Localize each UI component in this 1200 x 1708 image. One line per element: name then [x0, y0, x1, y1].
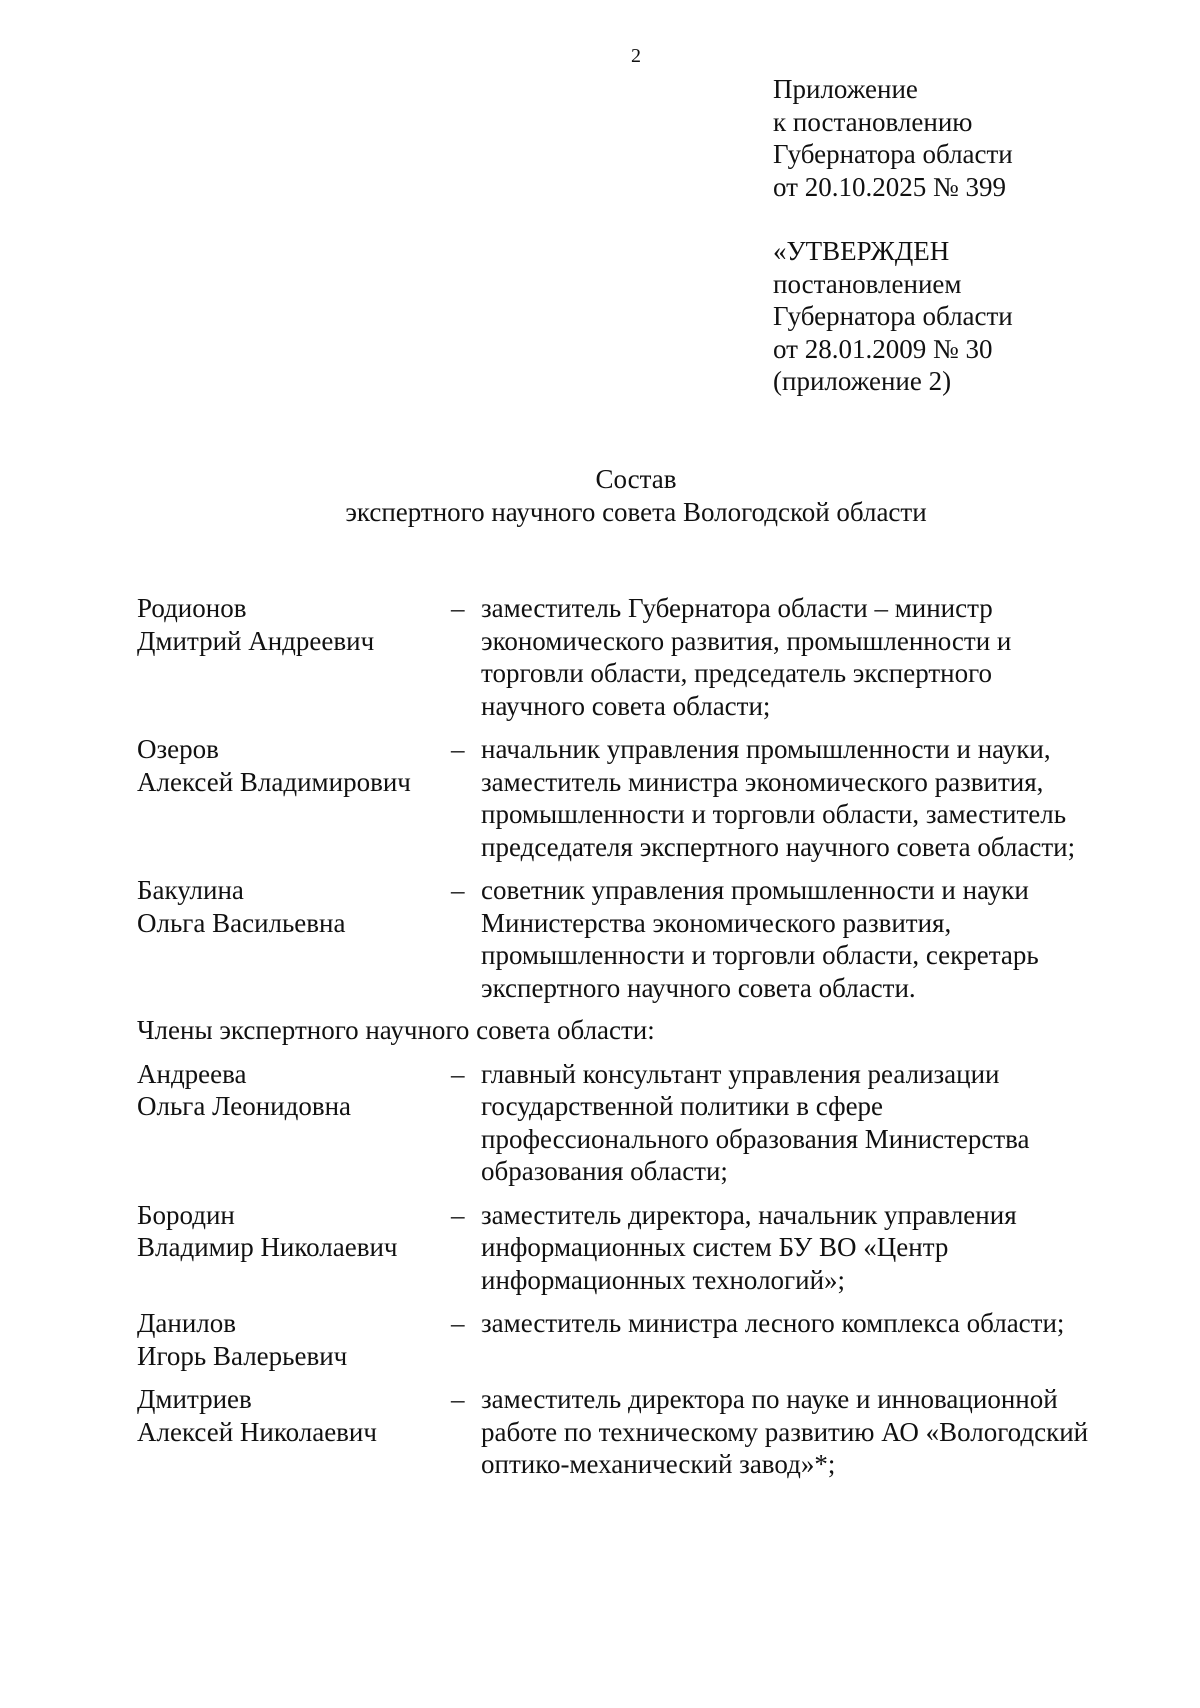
member-surname: Данилов — [137, 1308, 237, 1338]
title-line-1: Состав — [595, 464, 677, 494]
member-name — [137, 733, 451, 798]
description-line: советник управления промышленности и науки — [481, 875, 1029, 905]
description-line: экономического развития, промышленности и — [481, 625, 1012, 656]
member-entry — [137, 1383, 1137, 1481]
description-line: государственной политики в сфере — [481, 1091, 884, 1121]
member-name — [137, 1383, 451, 1448]
member-description — [481, 733, 1137, 863]
member-description — [481, 1199, 1137, 1297]
appendix-line: к постановлению — [773, 106, 973, 137]
member-name — [137, 592, 451, 657]
description-line: председателя экспертного научного совета области; — [481, 831, 1076, 862]
description-line: оптико-механический завод»*; — [481, 1449, 836, 1479]
member-entry — [137, 1199, 1137, 1297]
description-line: заместитель Губернатора области – министр — [481, 593, 993, 623]
appendix-line: Губернатора области — [773, 139, 1013, 169]
member-surname: Бакулина — [137, 875, 244, 905]
member-dash: – — [451, 734, 465, 764]
members-heading: Члены экспертного научного совета области: — [137, 1015, 655, 1045]
description-line: работе по техническому развитию АО «Вологодский — [481, 1416, 1089, 1447]
member-dash: – — [451, 1199, 465, 1230]
page-number: 2 — [631, 45, 641, 67]
member-dash: – — [451, 1308, 465, 1338]
member-given-names: Алексей Николаевич — [137, 1416, 377, 1447]
approved-line: от 28.01.2009 № 30 — [773, 333, 993, 364]
member-surname: Родионов — [137, 593, 247, 623]
member-description — [481, 1307, 1137, 1340]
approved-line: постановлением — [773, 268, 962, 299]
member-surname: Озеров — [137, 734, 219, 764]
title-line-2: экспертного научного совета Вологодской области — [345, 497, 927, 527]
document-title — [0, 463, 1200, 529]
member-name — [137, 1199, 451, 1264]
description-line: экспертного научного совета области. — [481, 972, 916, 1003]
description-line: заместитель директора, начальник управления — [481, 1199, 1017, 1230]
description-line: промышленности и торговли области, заместитель — [481, 799, 1067, 829]
appendix-line: от 20.10.2025 № 399 — [773, 171, 1006, 202]
description-line: образования области; — [481, 1156, 728, 1186]
member-surname: Андреева — [137, 1058, 247, 1089]
member-description — [481, 874, 1137, 1004]
member-name — [137, 1058, 451, 1123]
member-given-names: Ольга Васильевна — [137, 907, 346, 938]
description-line: профессионального образования Министерства — [481, 1123, 1030, 1154]
description-line: заместитель министра лесного комплекса области; — [481, 1308, 1065, 1338]
description-line: заместитель директора по науке и инновационной — [481, 1384, 1058, 1414]
member-dash: – — [451, 875, 465, 905]
member-given-names: Владимир Николаевич — [137, 1232, 398, 1262]
council-composition — [137, 592, 1137, 1481]
description-line: начальник управления промышленности и науки, — [481, 734, 1051, 764]
approved-line: (приложение 2) — [773, 366, 952, 396]
member-given-names: Дмитрий Андреевич — [137, 625, 375, 656]
member-dash: – — [451, 1384, 465, 1414]
description-line: торговли области, председатель экспертного — [481, 658, 993, 688]
description-line: информационных систем БУ ВО «Центр — [481, 1232, 949, 1262]
member-name — [137, 874, 451, 939]
member-given-names: Ольга Леонидовна — [137, 1091, 352, 1121]
approved-line: «УТВЕРЖДЕН — [773, 236, 950, 266]
member-name — [137, 1307, 451, 1372]
member-surname: Дмитриев — [137, 1384, 252, 1414]
member-entry — [137, 1058, 1137, 1188]
approved-line: Губернатора области — [773, 301, 1013, 331]
description-line: научного совета области; — [481, 690, 771, 721]
member-given-names: Игорь Валерьевич — [137, 1340, 348, 1371]
member-description — [481, 1058, 1137, 1188]
member-entry — [137, 592, 1137, 722]
member-dash: – — [451, 1058, 465, 1089]
member-entry — [137, 874, 1137, 1004]
member-description — [481, 1383, 1137, 1481]
description-line: заместитель министра экономического развития, — [481, 766, 1044, 797]
approved-block — [773, 235, 1013, 398]
member-dash: – — [451, 593, 465, 623]
appendix-block — [773, 73, 1013, 203]
member-given-names: Алексей Владимирович — [137, 766, 411, 797]
description-line: главный консультант управления реализации — [481, 1058, 1000, 1089]
description-line: промышленности и торговли области, секретарь — [481, 940, 1039, 970]
member-surname: Бородин — [137, 1199, 235, 1230]
member-entry — [137, 1307, 1137, 1372]
description-line: Министерства экономического развития, — [481, 907, 952, 938]
description-line: информационных технологий»; — [481, 1264, 846, 1295]
member-entry — [137, 733, 1137, 863]
appendix-line: Приложение — [773, 74, 918, 104]
member-description — [481, 592, 1137, 722]
